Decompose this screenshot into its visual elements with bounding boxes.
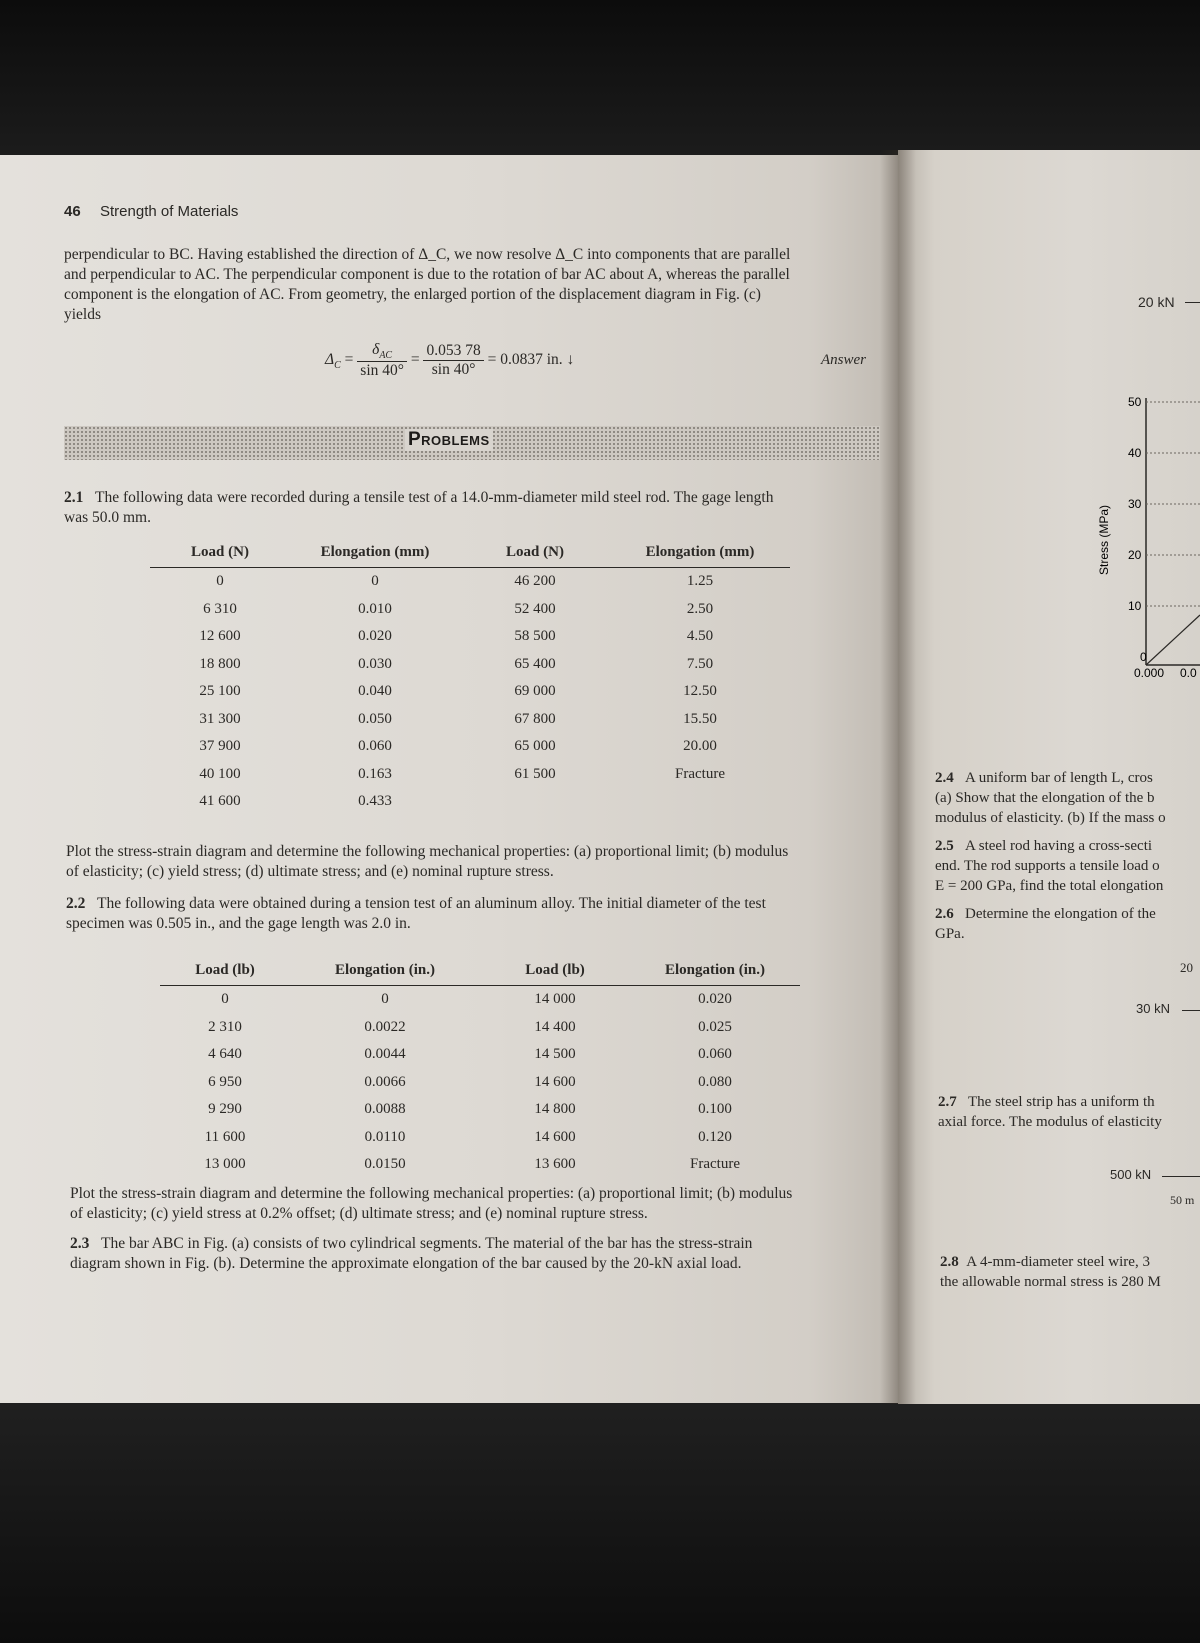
problem-number: 2.7	[938, 1094, 957, 1110]
table-row	[150, 651, 790, 679]
equation-result: = 0.0837 in. ↓	[487, 351, 575, 369]
table-cell: 12.50	[683, 683, 717, 700]
table-cell: 0	[371, 573, 379, 590]
table-cell: 46 200	[514, 573, 556, 590]
table-cell: 0	[381, 991, 389, 1008]
table-cell: 67 800	[514, 710, 556, 727]
equals-sign: =	[344, 351, 354, 369]
force-arrow	[1162, 1176, 1200, 1177]
problem-text: The bar ABC in Fig. (a) consists of two cylindrical segments. The material of the bar has the stress-strain	[101, 1235, 753, 1252]
table-cell: Fracture	[675, 765, 725, 782]
table-row	[160, 986, 800, 1014]
table-2-2	[160, 958, 800, 1179]
equals-sign: =	[410, 351, 420, 369]
table-row	[150, 706, 790, 734]
force-label-30kn: 30 kN	[1136, 1001, 1170, 1016]
table-cell: 0.0022	[364, 1018, 406, 1035]
problem-number: 2.5	[935, 838, 954, 854]
figure-label-20: 20	[1180, 960, 1193, 975]
table-cell: 69 000	[514, 683, 556, 700]
x-tick: 0.000	[1134, 666, 1165, 680]
dimension-label: 50 m	[1170, 1193, 1195, 1207]
table-cell: 0.120	[698, 1128, 732, 1145]
problem-2-1-instructions	[66, 842, 882, 882]
table-cell: 14 800	[534, 1101, 576, 1118]
table-cell: 0	[221, 991, 229, 1008]
section-title: Problems	[405, 429, 493, 451]
table-cell: 2.50	[686, 600, 714, 617]
problem-2-5: 2.5 A steel rod having a cross-secti end. The rod supports a tensile load o E = 200 GPa, find the total elongation	[935, 838, 1164, 894]
stress-curve	[1146, 615, 1200, 665]
table-row	[150, 761, 790, 789]
table-cell	[610, 788, 790, 816]
problem-2-3-statement	[70, 1234, 882, 1274]
table-cell: 14 000	[534, 991, 576, 1008]
table-row	[160, 1151, 800, 1179]
table-cell: 0.0066	[364, 1073, 406, 1090]
table-row	[160, 1014, 800, 1042]
table-row	[150, 623, 790, 651]
table-row	[160, 1096, 800, 1124]
problem-2-2-statement	[66, 894, 882, 934]
column-header: Elongation (mm)	[290, 540, 460, 568]
force-arrow	[1185, 302, 1200, 303]
column-header: Load (lb)	[160, 958, 290, 986]
table-cell: 0.050	[358, 710, 392, 727]
table-row	[160, 1124, 800, 1152]
table-cell: 14 500	[534, 1046, 576, 1063]
problem-number: 2.4	[935, 770, 954, 786]
table-cell: 18 800	[199, 655, 241, 672]
table-cell: 2 310	[208, 1018, 242, 1035]
table-cell: 1.25	[686, 573, 714, 590]
problem-text: The following data were obtained during a tension test of an aluminum alloy. The initial diameter of the test	[97, 895, 766, 912]
table-cell: 0.020	[358, 628, 392, 645]
instruction-line: of elasticity; (c) yield stress at 0.2% offset; (d) ultimate stress; and (e) nominal rupture stress.	[70, 1205, 648, 1222]
table-cell: 0.433	[358, 793, 392, 810]
table-row	[150, 568, 790, 596]
y-tick: 30	[1128, 497, 1142, 511]
table-cell: 13 600	[534, 1156, 576, 1173]
force-label-20kn: 20 kN	[1138, 294, 1175, 310]
answer-label: Answer	[821, 352, 866, 368]
table-cell: 0.0110	[364, 1128, 406, 1145]
fraction-delta-ac: $\frac{\delta_{AC}}{\sin 40^\circ}$	[357, 341, 407, 380]
equation-lhs: $\Delta_C$	[325, 351, 341, 372]
table-cell: 58 500	[514, 628, 556, 645]
table-cell: 65 400	[514, 655, 556, 672]
problem-2-7: 2.7 The steel strip has a uniform th axial force. The modulus of elasticity	[938, 1094, 1162, 1130]
table-cell: 9 290	[208, 1101, 242, 1118]
table-cell: 12 600	[199, 628, 241, 645]
table-cell: 20.00	[683, 738, 717, 755]
fraction-numeric: $\frac{0.053 78}{\sin 40^\circ}$	[423, 342, 483, 379]
intro-line: perpendicular to BC. Having established the direction of Δ_C, we now resolve Δ_C into components that are parallel	[64, 246, 791, 263]
equation	[325, 341, 574, 380]
table-cell: 0.0044	[364, 1046, 406, 1063]
y-tick: 0	[1140, 650, 1147, 664]
problem-text: The following data were recorded during a tensile test of a 14.0-mm-diameter mild steel rod. The gage length	[95, 489, 774, 506]
problem-text: was 50.0 mm.	[64, 509, 151, 526]
table-2-1	[150, 540, 790, 816]
y-tick: 20	[1128, 548, 1142, 562]
column-header: Load (lb)	[480, 958, 630, 986]
problem-2-1-statement	[64, 488, 880, 528]
table-cell: 4 640	[208, 1046, 242, 1063]
intro-paragraph	[64, 245, 880, 325]
table-cell: 4.50	[686, 628, 714, 645]
table-cell: 14 600	[534, 1073, 576, 1090]
table-cell: 0.010	[358, 600, 392, 617]
problem-2-2-instructions	[70, 1184, 882, 1224]
table-cell	[460, 788, 610, 816]
table-cell: 6 950	[208, 1073, 242, 1090]
table-cell: 11 600	[204, 1128, 246, 1145]
table-cell: 0.080	[698, 1073, 732, 1090]
force-label-500kn: 500 kN	[1110, 1167, 1152, 1182]
problem-text: diagram shown in Fig. (b). Determine the approximate elongation of the bar caused by the 20-kN axial load.	[70, 1255, 742, 1272]
table-row	[150, 678, 790, 706]
y-axis-label: Stress (MPa)	[1097, 504, 1111, 576]
problem-2-4: 2.4 A uniform bar of length L, cros (a) Show that the elongation of the b modulus of elasticity. (b) If the mass o	[935, 770, 1166, 826]
table-cell: 0.025	[698, 1018, 732, 1035]
problem-number: 2.1	[64, 489, 84, 506]
table-cell: 14 400	[534, 1018, 576, 1035]
intro-line: yields	[64, 306, 102, 323]
table-cell: 61 500	[514, 765, 556, 782]
problem-2-8: 2.8 A 4-mm-diameter steel wire, 3 the allowable normal stress is 280 M	[940, 1254, 1161, 1290]
table-cell: 41 600	[199, 793, 241, 810]
table-cell: 7.50	[686, 655, 714, 672]
intro-line: component is the elongation of AC. From geometry, the enlarged portion of the displacement diagram in Fig. (c)	[64, 286, 761, 303]
table-row	[150, 596, 790, 624]
y-tick: 40	[1128, 446, 1142, 460]
stress-strain-chart	[1090, 390, 1200, 680]
instruction-line: Plot the stress-strain diagram and determine the following mechanical properties: (a) proportional limit; (b) modulus	[66, 843, 789, 860]
table-cell: 65 000	[514, 738, 556, 755]
table-cell: 13 000	[204, 1156, 246, 1173]
table-cell: 0.100	[698, 1101, 732, 1118]
problem-2-6: 2.6 Determine the elongation of the GPa.	[935, 906, 1156, 942]
table-cell: 0.163	[358, 765, 392, 782]
table-cell: 40 100	[199, 765, 241, 782]
problem-number: 2.8	[940, 1254, 959, 1270]
table-cell: 0	[216, 573, 224, 590]
table-cell: 25 100	[199, 683, 241, 700]
problem-number: 2.6	[935, 906, 954, 922]
problem-text: specimen was 0.505 in., and the gage length was 2.0 in.	[66, 915, 411, 932]
table-row	[150, 733, 790, 761]
problem-number: 2.3	[70, 1235, 90, 1252]
table-cell: Fracture	[690, 1156, 740, 1173]
table-cell: 37 900	[199, 738, 241, 755]
instruction-line: of elasticity; (c) yield stress; (d) ultimate stress; and (e) nominal rupture stress.	[66, 863, 554, 880]
table-cell: 52 400	[514, 600, 556, 617]
table-cell: 0.060	[698, 1046, 732, 1063]
force-arrow	[1182, 1010, 1200, 1011]
scan-background-top	[0, 0, 1200, 160]
table-row	[160, 1069, 800, 1097]
table-cell: 0.0150	[364, 1156, 406, 1173]
table-cell: 0.020	[698, 991, 732, 1008]
x-tick: 0.0	[1180, 666, 1197, 680]
table-cell: 15.50	[683, 710, 717, 727]
column-header: Elongation (in.)	[290, 958, 480, 986]
column-header: Elongation (mm)	[610, 540, 790, 568]
table-cell: 6 310	[203, 600, 237, 617]
table-cell: 14 600	[534, 1128, 576, 1145]
column-header: Load (N)	[460, 540, 610, 568]
column-header: Elongation (in.)	[630, 958, 800, 986]
instruction-line: Plot the stress-strain diagram and determine the following mechanical properties: (a) proportional limit; (b) modulus	[70, 1185, 793, 1202]
table-cell: 0.030	[358, 655, 392, 672]
table-row	[150, 788, 790, 816]
y-tick: 10	[1128, 599, 1142, 613]
table-cell: 0.0088	[364, 1101, 406, 1118]
table-cell: 0.060	[358, 738, 392, 755]
book-gutter	[880, 150, 916, 1404]
table-cell: 0.040	[358, 683, 392, 700]
table-row	[160, 1041, 800, 1069]
problem-number: 2.2	[66, 895, 86, 912]
page-number: 46	[64, 203, 81, 220]
column-header: Load (N)	[150, 540, 290, 568]
y-tick: 50	[1128, 395, 1142, 409]
table-cell: 31 300	[199, 710, 241, 727]
scan-background-bottom	[0, 1402, 1200, 1643]
book-title: Strength of Materials	[100, 203, 239, 220]
intro-line: and perpendicular to AC. The perpendicular component is due to the rotation of bar AC about A, whereas the parallel	[64, 266, 790, 283]
